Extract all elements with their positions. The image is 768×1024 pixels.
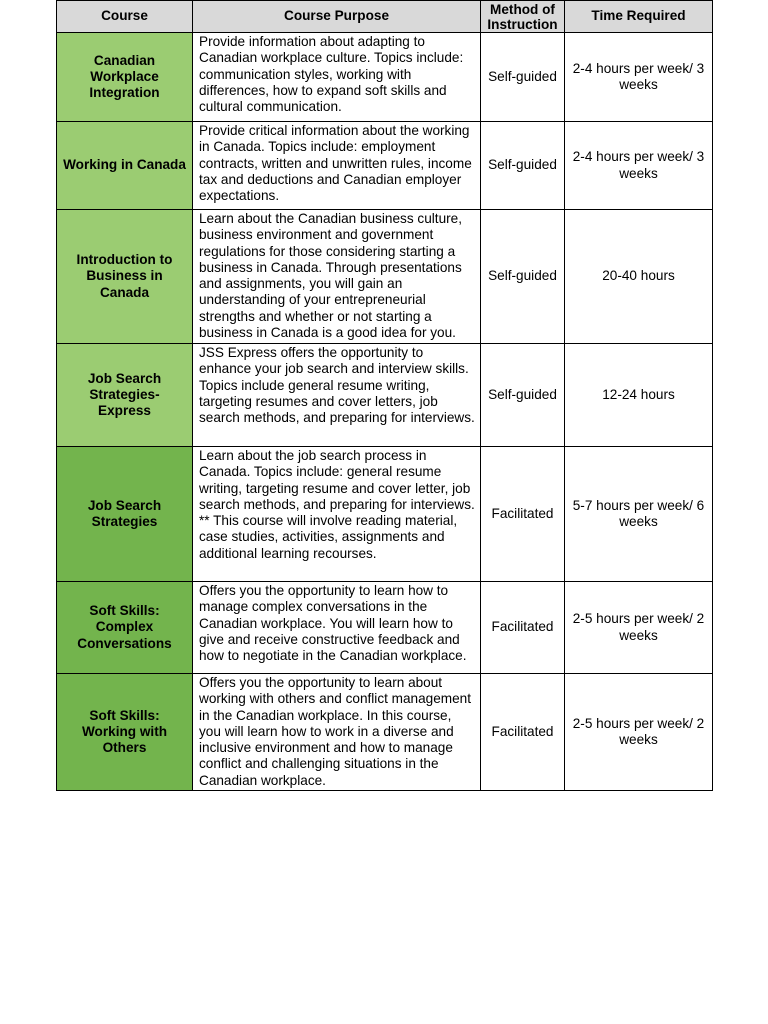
method-cell: Self-guided (481, 210, 565, 344)
time-required-cell: 20-40 hours (565, 210, 713, 344)
header-purpose: Course Purpose (193, 1, 481, 33)
method-cell: Self-guided (481, 344, 565, 447)
course-name-cell: Soft Skills: Working with Others (57, 674, 193, 791)
header-time: Time Required (565, 1, 713, 33)
table-row (57, 344, 713, 447)
header-row (57, 1, 713, 33)
table-row (57, 33, 713, 122)
course-name-cell: Job Search Strategies-Express (57, 344, 193, 447)
course-purpose-cell: Offers you the opportunity to learn about working with others and conflict management in the Canadian workplace. In this course, you will learn how to work in a diverse and inclusive environment and how to manage conflict and challenging situations in the Canadian workplace. (193, 674, 481, 791)
time-required-cell: 2-5 hours per week/ 2 weeks (565, 674, 713, 791)
method-cell: Facilitated (481, 582, 565, 674)
method-cell: Facilitated (481, 447, 565, 582)
time-required-cell: 2-4 hours per week/ 3 weeks (565, 33, 713, 122)
table-row (57, 447, 713, 582)
course-name-cell: Soft Skills: Complex Conversations (57, 582, 193, 674)
course-purpose-cell: Offers you the opportunity to learn how to manage complex conversations in the Canadian workplace. You will learn how to give and receive constructive feedback and how to negotiate in the Canadian workplace. (193, 582, 481, 674)
time-required-cell: 5-7 hours per week/ 6 weeks (565, 447, 713, 582)
course-name-cell: Canadian Workplace Integration (57, 33, 193, 122)
course-purpose-cell: Learn about the job search process in Canada. Topics include: general resume writing, targeting resume and cover letter, job search methods, and preparing for interviews. ** This course will involve reading material, case studies, activities, assignments and additional learning recourses. (193, 447, 481, 582)
time-required-cell: 12-24 hours (565, 344, 713, 447)
table-row (57, 122, 713, 210)
header-course: Course (57, 1, 193, 33)
method-cell: Facilitated (481, 674, 565, 791)
method-cell: Self-guided (481, 33, 565, 122)
course-purpose-cell: Provide information about adapting to Canadian workplace culture. Topics include: communication styles, working with differences, how to expand soft skills and cultural communication. (193, 33, 481, 122)
course-purpose-cell: Provide critical information about the working in Canada. Topics include: employment contracts, written and unwritten rules, income tax and deductions and Canadian employer expectations. (193, 122, 481, 210)
course-name-cell: Working in Canada (57, 122, 193, 210)
table-row (57, 210, 713, 344)
table-row (57, 674, 713, 791)
course-purpose-cell: Learn about the Canadian business culture, business environment and government regulations for those considering starting a business in Canada. Through presentations and assignments, you will gain an understanding of your entrepreneurial strengths and whether or not starting a business in Canada is a good idea for you. (193, 210, 481, 344)
course-table (56, 0, 713, 791)
table-row (57, 582, 713, 674)
method-cell: Self-guided (481, 122, 565, 210)
time-required-cell: 2-4 hours per week/ 3 weeks (565, 122, 713, 210)
course-name-cell: Introduction to Business in Canada (57, 210, 193, 344)
header-method: Method of Instruction (481, 1, 565, 33)
course-purpose-cell: JSS Express offers the opportunity to enhance your job search and interview skills. Topics include general resume writing, targeting resumes and cover letters, job search methods, and preparing for interviews. (193, 344, 481, 447)
course-name-cell: Job Search Strategies (57, 447, 193, 582)
time-required-cell: 2-5 hours per week/ 2 weeks (565, 582, 713, 674)
